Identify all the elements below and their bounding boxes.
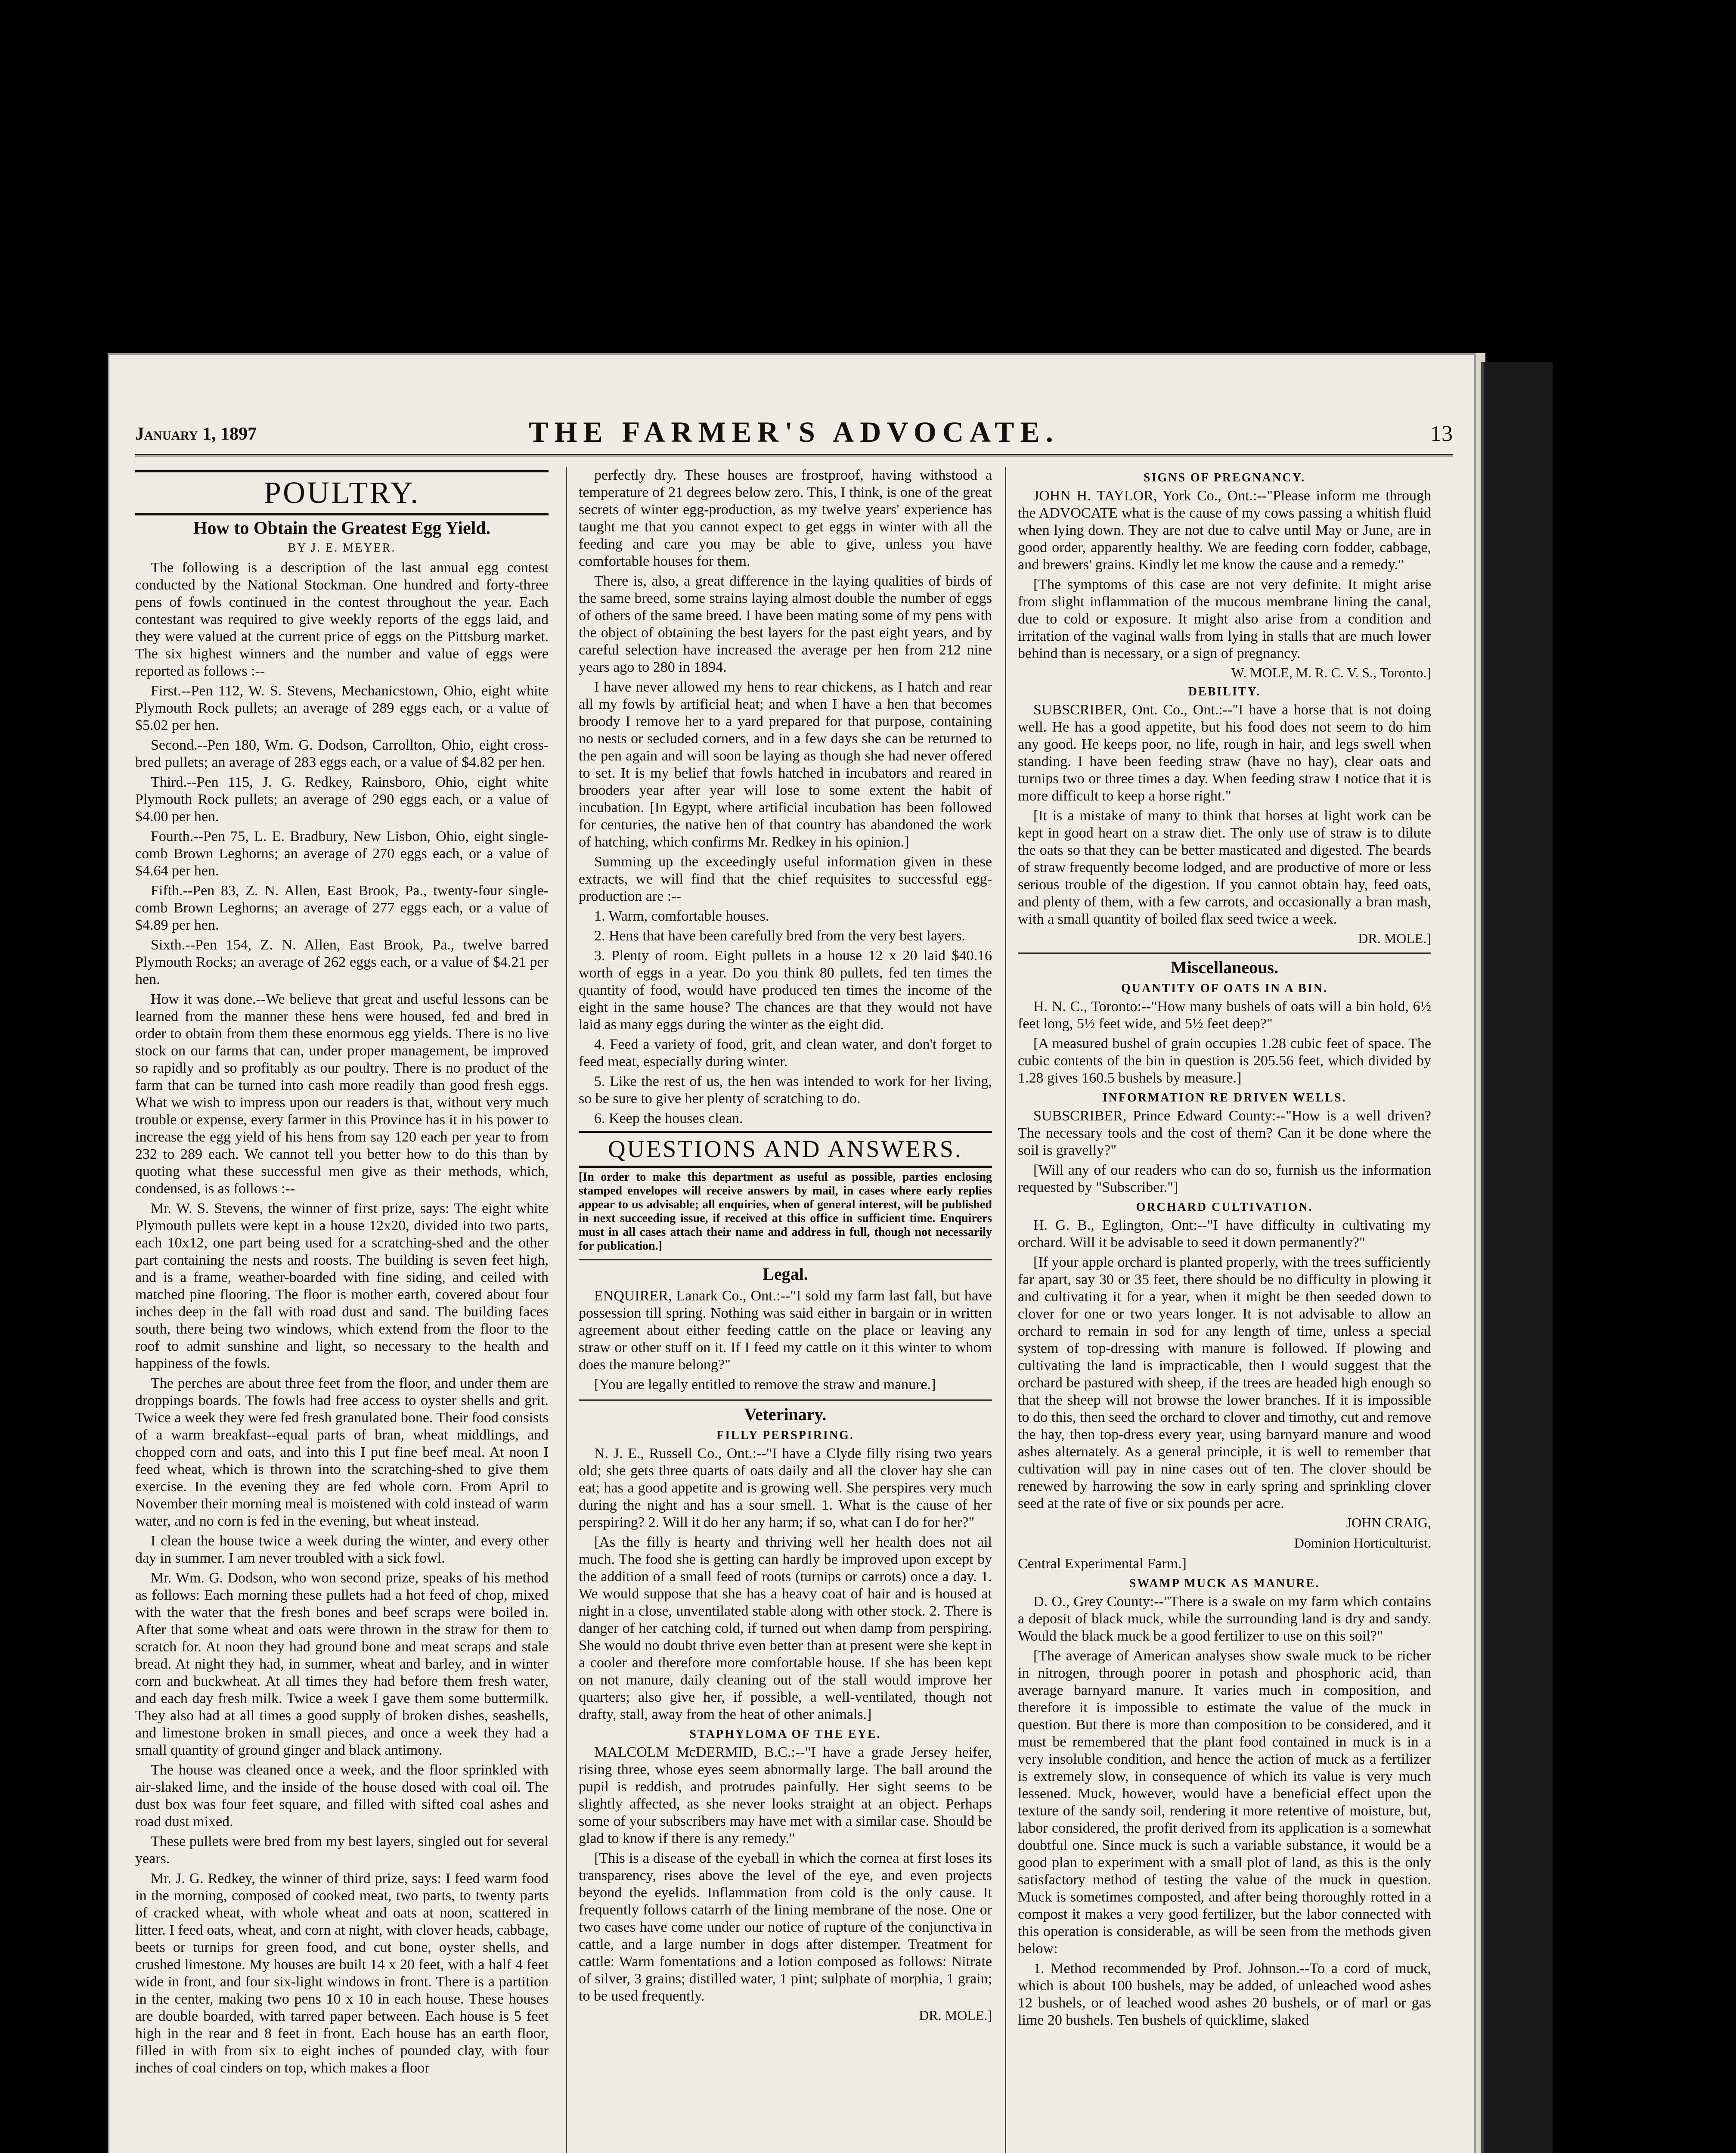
signature: W. MOLE, M. R. C. V. S., Toronto.] (1231, 665, 1431, 680)
paragraph: H. G. B., Eglington, Ont:--"I have difficulty in cultivating my orchard. Will it be advisable to seed it down permanently?" (1018, 1217, 1431, 1250)
paragraph: Second.--Pen 180, Wm. G. Dodson, Carrollton, Ohio, eight cross-bred pullets; an average of 283 eggs each, or a value of $4.82 per hen. (135, 737, 549, 770)
paragraph: How it was done.--We believe that great and useful lessons can be learned from the manner these hens were housed, fed and bred in order to obtain from them these enormous egg yields. There is no live stock on our farms that can, under proper management, be improved so rapidly and so profitably as our poultry. There is no product of the farm that can be turned into cash more readily than good fresh eggs. What we wish to impress upon our readers is that, without very much trouble or expense, every farmer in this Province has it in his power to increase the egg yield of his hens from say 120 each per year to from 232 to 289 each. We cannot tell you better how to do this than by quoting what these successful men give as their methods, which, condensed, is as follows :-- (135, 991, 549, 1197)
page-number: 13 (1430, 422, 1453, 446)
debility-body (1018, 701, 1431, 928)
orchard-heading: ORCHARD CULTIVATION. (1136, 1201, 1313, 1214)
byline: BY J. E. MEYER. (288, 541, 396, 555)
column-2 (579, 467, 992, 2153)
paragraph: SUBSCRIBER, Ont. Co., Ont.:--"I have a horse that is not doing well. He has a good appetite, but his food does not seem to do him any good. He keeps poor, no life, rough in hair, and legs swell when standing. I have been feeding straw (have no hay), clear oats and turnips two or three times a day. When feeding straw I notice that it is more difficult to keep a horse right." (1018, 702, 1431, 804)
pregnancy-heading: SIGNS OF PREGNANCY. (1143, 471, 1306, 484)
paragraph: JOHN H. TAYLOR, York Co., Ont.:--"Please inform me through the ADVOCATE what is the cause of my cows passing a whitish fluid when lying down. They are not due to calve until May or June, are in good order, apparently healthy. We are feeding corn fodder, cabbage, and brewers' grains. Kindly let me know the cause and a remedy." (1018, 488, 1431, 573)
signature-title: Dominion Horticulturist. (1294, 1535, 1431, 1551)
masthead (135, 415, 1453, 456)
paragraph: MALCOLM McDERMID, B.C.:--"I have a grade Jersey heifer, rising three, whose eyes seem abnormally large. The ball around the pupil is reddish, and protrudes painfully. Her sight seems to be slightly affected, as she never looks straight at an object. Perhaps some of your subscribers may have met with a similar case. Should be glad to know if there is any remedy." (579, 1744, 992, 1846)
debility-heading: DEBILITY. (1188, 685, 1261, 698)
paragraph: Summing up the exceedingly useful information given in these extracts, we will find that the chief requisites to successful egg-production are :-- (579, 854, 992, 904)
column-3 (1018, 467, 1431, 2153)
paragraph: H. N. C., Toronto:--"How many bushels of oats will a bin hold, 6½ feet long, 5½ feet wide, and 5½ feet deep?" (1018, 999, 1431, 1032)
paragraph: N. J. E., Russell Co., Ont.:--"I have a Clyde filly rising two years old; she gets three quarts of oats daily and all the clover hay she can eat; has a good appetite and is growing well. She perspires very much during the night and has a sour smell. 1. What is the cause of her perspiring? 2. Will it do her any harm; if so, what can I do for her?" (579, 1446, 992, 1530)
paragraph: 1. Warm, comfortable houses. (594, 908, 769, 924)
paragraph: 1. Method recommended by Prof. Johnson.--To a cord of muck, which is about 100 bushels, may be added, of unleached wood ashes 12 bushels, or of leached wood ashes 20 bushels, or of marl or gas lime 20 bushels. Ten bushels of quicklime, slaked (1018, 1961, 1431, 2028)
paragraph: The house was cleaned once a week, and the floor sprinkled with air-slaked lime, and the inside of the house dosed with coal oil. The dust box was four feet square, and filled with sifted coal ashes and road dust mixed. (135, 1762, 549, 1830)
paragraph: SUBSCRIBER, Prince Edward County:--"How is a well driven? The necessary tools and the cost of them? Can it be done where the soil is gravelly?" (1018, 1108, 1431, 1158)
signature: DR. MOLE.] (919, 2007, 992, 2023)
article-title: How to Obtain the Greatest Egg Yield. (193, 518, 491, 538)
eye-heading: STAPHYLOMA OF THE EYE. (689, 1728, 881, 1741)
muck-body (1018, 1593, 1431, 2029)
signature-affiliation: Central Experimental Farm.] (1018, 1556, 1187, 1572)
wells-body (1018, 1108, 1431, 1196)
paragraph: 5. Like the rest of us, the hen was intended to work for her living, so be sure to give her plenty of scratching to do. (579, 1073, 992, 1107)
eye-body (579, 1744, 992, 2005)
newspaper-page (108, 353, 1476, 2153)
paragraph: 6. Keep the houses clean. (594, 1111, 743, 1126)
paragraph: [It is a mistake of many to think that horses at light work can be kept in good heart on a straw diet. The only use of straw is to dilute the oats so that they can be better masticated and digested. The beards of straw frequently become lodged, and are productive of more or less serious trouble of the digestion. If you cannot obtain hay, feed oats, and plenty of them, with a few carrots, and occasionally a bran mash, with a small quantity of boiled flax seed twice a week. (1018, 808, 1431, 927)
paragraph: [The symptoms of this case are not very definite. It might arise from slight inflammation of the mucous membrane lining the canal, due to cold or exposure. It might also arise from a condition and irritation of the vaginal walls from lying in stalls that are much lower behind than is necessary, or a sign of pregnancy. (1018, 577, 1431, 661)
paragraph: Mr. W. S. Stevens, the winner of first prize, says: The eight white Plymouth pullets were kept in a house 12x20, divided into two parts, each 10x12, one part being used for a scratching-shed and the other part containing the nests and roosts. The building is seven feet high, and is a frame, weather-boarded with fine siding, and ceiled with matched pine flooring. The floor is mother earth, covered about four inches deep in the fall with road dust and sand. The building faces south, there being two windows, which extend from the floor to the roof to admit sunshine and light, so necessary to the health and happiness of the fowls. (135, 1201, 549, 1371)
orchard-body (1018, 1217, 1431, 1512)
paragraph: I have never allowed my hens to rear chickens, as I hatch and rear all my fowls by artificial heat; and when I have a hen that becomes broody I remove her to a yard prepared for that purpose, containing no nests or secluded corners, and in a few days she can be returned to the pen again and will soon be laying as though she had never offered to set. It is my belief that fowls hatched in incubators and reared in brooders year after year will lose to some extent the habit of incubation. [In Egypt, where artificial incubation has been followed for centuries, the native hen of that country has abandoned the work of hatching, which confirms Mr. Redkey in his opinion.] (579, 679, 992, 850)
paragraph: 3. Plenty of room. Eight pullets in a house 12 x 20 laid $40.16 worth of eggs in a year. Do you think 80 pullets, fed ten times the quantity of food, would have produced ten times the income of the eight in the same house? The chances are that they would not have laid as many eggs during the winter as the eight did. (579, 948, 992, 1033)
miscellaneous-heading: Miscellaneous. (1018, 952, 1431, 977)
qa-note: [In order to make this department as useful as possible, parties enclosing stamped envelopes will receive answers by mail, in cases where early replies appear to us advisable; all enquiries, when of general interest, will be published in next succeeding issue, if received at this office in sufficient time. Enquirers must in all cases attach their name and address in full, though not necessarily for publication.] (579, 1170, 992, 1253)
section-title-questions: QUESTIONS AND ANSWERS. (579, 1131, 992, 1168)
issue-date: January 1, 1897 (135, 424, 257, 444)
paragraph: ENQUIRER, Lanark Co., Ont.:--"I sold my farm last fall, but have possession till spring. Nothing was said either in bargain or in written agreement about either feeding cattle on the place or leaving any straw or other stuff on it. If I feed my cattle on it this winter to whom does the manure belong?" (579, 1288, 992, 1373)
paragraph: Third.--Pen 115, J. G. Redkey, Rainsboro, Ohio, eight white Plymouth Rock pullets; an average of 290 eggs each, or a value of $4.00 per hen. (135, 774, 549, 825)
paragraph: D. O., Grey County:--"There is a swale on my farm which contains a deposit of black muck, while the surrounding land is dry and sandy. Would the black muck be a good fertilizer to use on this soil?" (1018, 1594, 1431, 1644)
article-body-continued (579, 467, 992, 1127)
column-rule (566, 467, 567, 2153)
paragraph: Fifth.--Pen 83, Z. N. Allen, East Brook, Pa., twenty-four single-comb Brown Leghorns; an average of 277 eggs each, or a value of $4.89 per hen. (135, 883, 549, 933)
signature: DR. MOLE.] (1358, 931, 1431, 946)
paragraph: The perches are about three feet from the floor, and under them are droppings boards. The fowls had free access to oyster shells and grit. Twice a week they were fed fresh granulated bone. Their food consists of a warm breakfast--equal parts of bran, wheat middlings, and chopped corn and oats, and into this I put fine beef meal. At noon I feed wheat, which is thrown into the scratching-shed to give them exercise. In the evening they are fed whole corn. From April to November their morning meal is moistened with cold instead of warm water, and no corn is fed in the evening, but wheat instead. (135, 1375, 549, 1529)
wells-heading: INFORMATION RE DRIVEN WELLS. (1102, 1091, 1347, 1104)
muck-heading: SWAMP MUCK AS MANURE. (1129, 1577, 1320, 1590)
paragraph: I clean the house twice a week during the winter, and every other day in summer. I am never troubled with a sick fowl. (135, 1533, 549, 1566)
paragraph: 4. Feed a variety of food, grit, and clean water, and don't forget to feed meat, especially during winter. (579, 1036, 992, 1070)
filly-heading: FILLY PERSPIRING. (716, 1429, 854, 1442)
paragraph: [A measured bushel of grain occupies 1.28 cubic feet of space. The cubic contents of the bin in question is 205.56 feet, which divided by 1.28 gives 160.5 bushels by measure.] (1018, 1036, 1431, 1086)
paragraph: These pullets were bred from my best layers, singled out for several years. (135, 1833, 549, 1867)
legal-heading: Legal. (579, 1259, 992, 1284)
paragraph: The following is a description of the last annual egg contest conducted by the National Stockman. One hundred and forty-three pens of fowls continued in the contest throughout the year. Each contestant was required to give weekly reports of the eggs laid, and they were valued at the current price of eggs on the Pittsburg market. The six highest winners and the number and value of eggs were reported as follows :-- (135, 560, 549, 679)
paragraph: 2. Hens that have been carefully bred from the very best layers. (594, 928, 965, 944)
paragraph: perfectly dry. These houses are frostproof, having withstood a temperature of 21 degrees below zero. This, I think, is one of the great secrets of winter egg-production, as my twelve years' experience has taught me that you cannot expect to get eggs in winter with all the feeding and care you may be able to give, unless you have comfortable houses for them. (579, 467, 992, 569)
paragraph: First.--Pen 112, W. S. Stevens, Mechanicstown, Ohio, eight white Plymouth Rock pullets; an average of 289 eggs each, or a value of $5.02 per hen. (135, 683, 549, 733)
oats-body (1018, 998, 1431, 1087)
paper-title: THE FARMER'S ADVOCATE. (529, 416, 1059, 448)
filly-body (579, 1445, 992, 1723)
oats-heading: QUANTITY OF OATS IN A BIN. (1121, 982, 1328, 995)
pregnancy-body (1018, 487, 1431, 662)
paragraph: [As the filly is hearty and thriving well her health does not ail much. The food she is getting can hardly be improved upon except by the addition of a small feed of roots (turnips or carrots) once a day. 1. We would suppose that she has a heavy coat of hair and is housed at night in a close, unventilated stable along with other stock. 2. There is danger of her catching cold, if turned out when damp from perspiring. She would no doubt thrive even better than at present were she kept in a cooler and therefore more comfortable house. If she has been kept on not manure, daily cleaning out of the stall would improve her quarters; also give her, if possible, a well-ventilated, though not drafty, stall, away from the heat of other animals.] (579, 1534, 992, 1722)
paragraph: [This is a disease of the eyeball in which the cornea at first loses its transparency, rises above the level of the eye, and even projects beyond the eyelids. Inflammation from cold is the only cause. It frequently follows catarrh of the lining membrane of the nose. One or two cases have come under our notice of rupture of the conjunctiva in cattle, and a large number in dogs after distemper. Treatment for cattle: Warm fomentations and a lotion composed as follows: Nitrate of silver, 3 grains; distilled water, 1 pint; sulphate of morphia, 1 grain; to be used frequently. (579, 1850, 992, 2004)
paragraph: Fourth.--Pen 75, L. E. Bradbury, New Lisbon, Ohio, eight single-comb Brown Leghorns; an average of 270 eggs each, or a value of $4.64 per hen. (135, 828, 549, 879)
paragraph: Mr. J. G. Redkey, the winner of third prize, says: I feed warm food in the morning, composed of cooked meat, two parts, to twenty parts of cracked wheat, with whole wheat and oats at noon, scattered in litter. I feed oats, wheat, and corn at night, with clover heads, cabbage, beets or turnips for green food, and cut bone, oyster shells, and crushed limestone. My houses are built 14 x 20 feet, with a half 4 feet wide in front, and four six-light windows in front. There is a partition in the center, making two pens 10 x 10 in each house. These houses are double boarded, with tarred paper between. Each house is 5 feet high in the rear and 8 feet in front. Each house has an earth floor, filled in with from six to eight inches of pounded clay, with four inches of coal cinders on top, which makes a floor (135, 1871, 549, 2076)
paragraph: [The average of American analyses show swale muck to be richer in nitrogen, through poorer in potash and phosphoric acid, than average barnyard manure. It varies much in composition, and therefore it is impossible to estimate the value of the muck in question. But there is more than composition to be considered, and it must be remembered that the plant food contained in muck is in a very insoluble condition, and hence the action of muck as a fertilizer is extremely slow, in consequence of which its value is very much lessened. Muck, however, would have a beneficial effect upon the texture of the sandy soil, rendering it more retentive of moisture, but, labor considered, the profit derived from its application is a somewhat doubtful one. Since muck is such a variable substance, it would be a good plan to experiment with a small plot of land, as this is the only satisfactory method of testing the value of the muck in question. Muck is sometimes composted, and after being thoroughly rotted in a compost it makes a very good fertilizer, but the labor connected with this operation is considerable, as will be seen from the methods given below: (1018, 1648, 1431, 1957)
paragraph: [Will any of our readers who can do so, furnish us the information requested by "Subscriber."] (1018, 1162, 1431, 1195)
veterinary-heading: Veterinary. (579, 1399, 992, 1424)
section-title-poultry: POULTRY. (135, 470, 549, 515)
paragraph: There is, also, a great difference in the laying qualities of birds of the same breed, some strains laying almost double the number of eggs of others of the same breed. I have been mating some of my pens with the object of obtaining the best layers for the past eight years, and by careful selection have increased the average per hen from 212 nine years ago to 280 in 1894. (579, 573, 992, 675)
article-body (135, 559, 549, 2077)
paragraph: Mr. Wm. G. Dodson, who won second prize, speaks of his method as follows: Each morning these pullets had a hot feed of chop, mixed with the water that the fresh bones and beef scraps were boiled in. After that some wheat and oats were thrown in the straw for them to scratch for. At noon they had ground bone and meat scraps and stale bread. At night they had, in summer, wheat and barley, and in winter corn and buckwheat. At all times they had before them fresh water, and each day fresh milk. Twice a week I gave them some buttermilk. They also had at all times a good supply of broken dishes, seashells, and limestone broken in small pieces, and once a week they had a small quantity of ground ginger and black antimony. (135, 1570, 549, 1758)
signature: JOHN CRAIG, (1346, 1515, 1431, 1530)
paragraph: [If your apple orchard is planted properly, with the trees sufficiently far apart, say 30 or 35 feet, there should be no difficulty in plowing it and cultivating it for a year, when it might be then seeded down to clover for one or two years longer. It is not advisable to allow an orchard to remain in sod for any length of time, unless a special system of top-dressing with manure is followed. If plowing and cultivating the land is impracticable, then I would suggest that the orchard be pastured with sheep, if the trees are headed high enough so that the sheep will not browse the lower branches. If it is impossible to do this, then seed the orchard to clover and timothy, cut and remove the hay, then top-dress every year, using barnyard manure and wood ashes alternately. As a general principle, it is well to remember that cultivation will pay in nine cases out of ten. The clover should be renewed by harrowing the sow in early spring and sprinkling clover seed at the rate of five or six pounds per acre. (1018, 1254, 1431, 1511)
paragraph: [You are legally entitled to remove the straw and manure.] (594, 1377, 936, 1393)
column-rule (1005, 467, 1006, 2153)
binder-edge (1481, 362, 1553, 2153)
column-1 (135, 467, 549, 2153)
paragraph: Sixth.--Pen 154, Z. N. Allen, East Brook, Pa., twelve barred Plymouth Rocks; an average of 262 eggs each, or a value of $4.21 per hen. (135, 937, 549, 987)
legal-body (579, 1287, 992, 1393)
